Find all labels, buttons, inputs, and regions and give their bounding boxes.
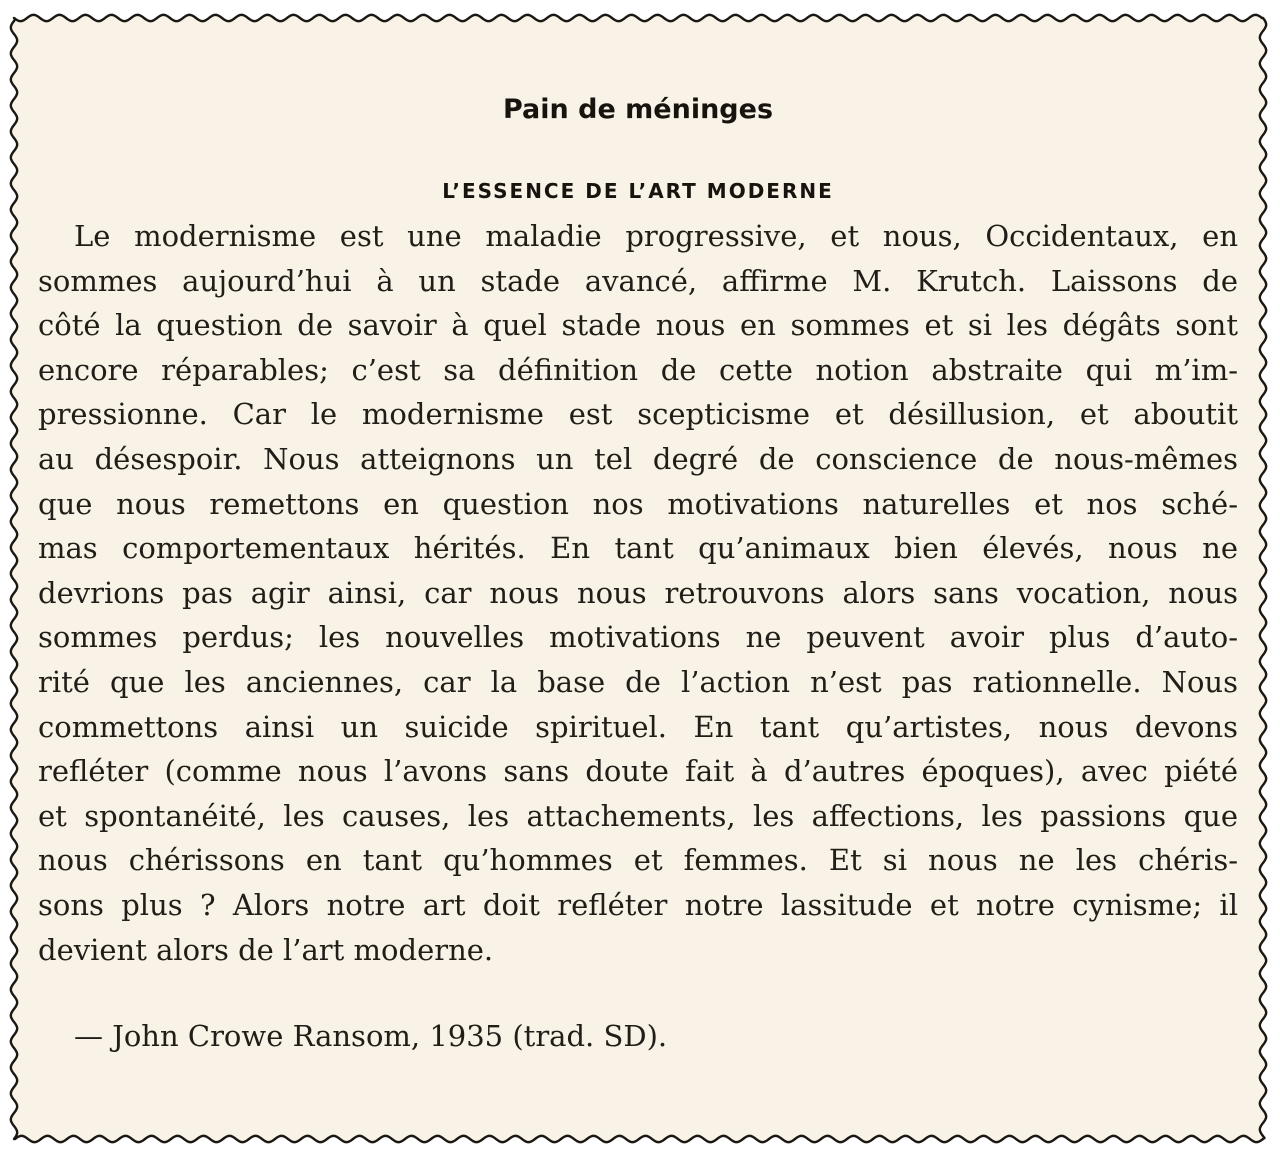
body-line: au désespoir. Nous atteignons un tel degré de conscience de nous-mêmes — [38, 441, 1238, 476]
body-line: Le modernisme est une maladie progressive, et nous, Occidentaux, en — [74, 219, 1238, 253]
body-line: sommes perdus; les nouvelles motivations ne peuvent avoir plus d’auto- — [38, 620, 1238, 655]
body-line: devient alors de l’art moderne. — [38, 932, 494, 967]
body-line: refléter (comme nous l’avons sans doute fait à d’autres époques), avec piété — [38, 754, 1238, 789]
body-line: encore réparables; c’est sa définition de cette notion abstraite qui m’im- — [38, 352, 1238, 387]
body-line: devrions pas agir ainsi, car nous nous retrouvons alors sans vocation, nous — [38, 575, 1238, 610]
body-line: pressionne. Car le modernisme est scepticisme et désillusion, et aboutit — [38, 397, 1238, 432]
body-line: rité que les anciennes, car la base de l’action n’est pas rationnelle. Nous — [38, 664, 1238, 699]
attribution: — John Crowe Ransom, 1935 (trad. SD). — [74, 1019, 668, 1054]
body-line: que nous remettons en question nos motivations naturelles et nos sché- — [38, 486, 1238, 521]
body-line: commettons ainsi un suicide spirituel. En tant qu’artistes, nous devons — [38, 709, 1238, 744]
body-line: et spontanéité, les causes, les attachements, les affections, les passions que — [38, 798, 1238, 833]
panel-content — [38, 0, 1238, 1059]
page-title: Pain de méninges — [502, 94, 774, 125]
body-line: mas comportementaux hérités. En tant qu’animaux bien élevés, nous ne — [38, 531, 1238, 566]
body-line: côté la question de savoir à quel stade nous en sommes et si les dégâts sont — [38, 308, 1238, 343]
article-body — [38, 214, 1238, 972]
body-line: sommes aujourd’hui à un stade avancé, affirme M. Krutch. Laissons de — [38, 263, 1238, 298]
section-heading: L’ESSENCE DE L’ART MODERNE — [442, 179, 834, 203]
body-line: nous chérissons en tant qu’hommes et femmes. Et si nous ne les chéris- — [38, 843, 1238, 878]
body-line: sons plus ? Alors notre art doit refléter notre lassitude et notre cynisme; il — [38, 887, 1238, 922]
